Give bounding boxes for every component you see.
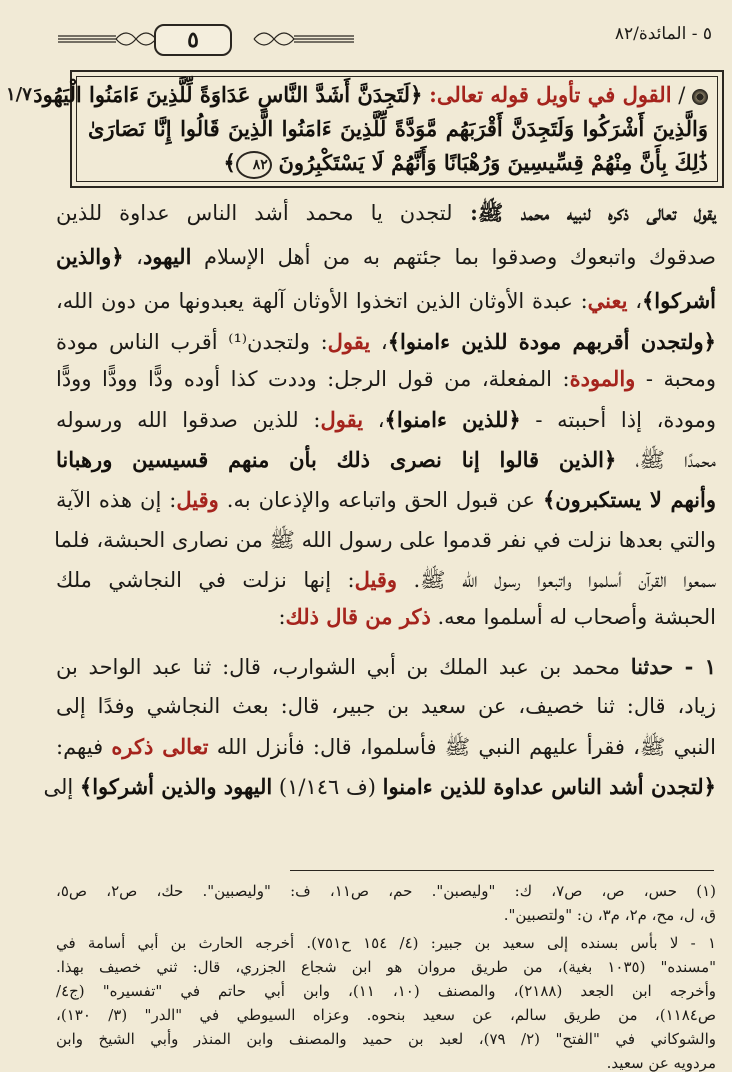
body-text-span: ومودة، إذا أحببته - [520,408,717,432]
quran-quote: اليهود والذين أشركوا﴾ [79,774,273,799]
quran-quote: وأنهم لا يستكبرون﴾ [542,487,716,512]
footnote-divider [290,870,714,871]
quran-quote: ﴿والذين [56,244,124,269]
body-text-span: صدقوك واتبعوك وصدقوا بما جئتهم به من أهل الإسلام [191,245,717,269]
footnote-line: مردويه عن سعيد. [606,1054,716,1072]
body-text-span: سمعوا القرآن أسلموا واتبعوا رسول الله ﷺ. [397,568,716,592]
highlighted-term: وقيل [354,567,398,592]
highlighted-term: وقيل [176,487,219,512]
body-text-span: الحبشة وأصحاب له أسلموا معه. [430,605,716,629]
page-header [56,22,712,58]
footnote-line: "مسنده" (١٠٣٥ بغية)، من طريق مروان هو ابن شجاع الجزري، قال: ثني خصيف بهذا. [56,958,716,976]
verse-text: ﴿لَتَجِدَنَّ أَشَدَّ النَّاسِ عَدَاوَةً لِّلَّذِينَ ءَامَنُوا الْيَهُودَ [33,82,423,107]
body-text-span: : المفعلة، من قول الرجل: وددت كذا أوده ودًّا وودًّا وودًّا [56,367,570,391]
body-text-span: محمد بن عبد الملك بن أبي الشوارب، قال: ثنا عبد الواحد بن [56,655,631,679]
body-text-span: زياد، قال: ثنا خصيف، عن سعيد بن جبير، قال: بعث النجاشي وفدًا إلى [56,694,716,718]
highlighted-term: يقول [320,407,364,432]
highlighted-term: تعالى ذكره [111,734,209,759]
body-line [56,329,716,354]
quran-quote: اليهود [142,244,192,269]
body-text-span: يقول تعالى ذكره لنبيه محمد ﷺ: [452,200,716,225]
highlighted-term: ذكر من قال ذلك [285,604,431,629]
footnote-line: والشوكاني في "الفتح" (٢/ ٧٩)، لعبد بن حميد والمصنف وابن المنذر وأبي الشيخ وابن [56,1030,716,1048]
body-text-span: : [278,605,286,629]
body-line [56,734,716,765]
body-text-span: محمدًا ﷺ، [616,448,716,472]
footnote-line: ١ - لا بأس بسنده إلى سعيد بن جبير: (٤/ ١٥٤ ح٧٥١). أخرجه الحارث بن أبي أسامة في [56,934,717,952]
body-text-span: لتجدن يا محمد أشد الناس عداوة للذين [56,201,453,225]
body-line [56,366,716,391]
body-text-span: ومحبة - [635,367,716,391]
quran-quote: ﴿ولتجدن أقربهم مودة للذين ءامنوا﴾ [387,329,716,354]
quran-quote: ﴿الذين قالوا إنا نصرى ذلك بأن منهم قسيسين ورهبانا [56,447,617,472]
body-text-span: والتي بعدها نزلت في نفر قدموا على رسول الله ﷺ من نصارى الحبشة، فلما [54,528,716,552]
body-text-span: ، [627,289,642,313]
ayah-number-marker: ٨٢ [236,151,272,179]
body-line [56,527,716,558]
highlighted-term: والمودة [569,366,636,391]
quran-quote: ﴿لتجدن أشد الناس عداوة للذين ءامنوا [382,774,716,799]
body-text-span: ١ - حدثنا [630,654,716,679]
body-line [56,407,716,432]
verse-line: / القول في تأويل قوله تعالى: ﴿لَتَجِدَنَّ أَشَدَّ النَّاسِ عَدَاوَةً لِّلَّذِينَ ءَامَنُوا الْيَهُودَ [88,82,708,107]
body-line [43,774,716,799]
body-text-span: ، [123,245,143,269]
body-text-span: : ولتجدن⁽¹⁾ أقرب الناس مودة [56,330,328,354]
footnote-line: ق، ل، مح، م٢، م٣، ن: "ولتصبين". [503,906,716,924]
running-head: ٥ - المائدة/٨٢ [614,24,712,44]
body-text-span: فيهم: [56,735,112,759]
verse-text: ذَٰلِكَ بِأَنَّ مِنْهُمْ قِسِّيسِينَ وَرُهْبَانًا وَأَنَّهُمْ لَا يَسْتَكْبِرُونَ [278,150,708,175]
body-text-span: عن قبول الحق واتباعه والإذعان به. [218,488,543,512]
verse-text: وَالَّذِينَ أَشْرَكُوا وَلَتَجِدَنَّ أَقْرَبَهُم مَّوَدَّةً لِّلَّذِينَ ءَامَنُوا الَّذِينَ قَالُوا إِنَّا نَصَارَىٰ [88,116,708,141]
body-line [56,604,716,629]
body-line [56,244,716,269]
quran-quote: ﴿للذين ءامنوا﴾ [384,407,521,432]
verse-box [33,70,724,188]
body-line [56,487,716,512]
verse-line [88,116,708,141]
body-text-span: إلى [43,775,80,799]
body-line [56,694,716,718]
footnote-line: (١) حس، ص، ص٧، ك: "وليصبن". حم، ص١١، ف: "وليصبين". حك، ص٢، ص٥، [56,882,716,900]
body-line [56,567,716,598]
highlighted-term: يعني [587,288,628,313]
body-line [56,654,716,679]
margin-reference: ١/٧ [6,84,32,105]
quran-quote: أشركوا﴾ [642,288,717,313]
body-text-span: : إن هذه الآية [56,488,177,512]
body-text-span: : إنها نزلت في النجاشي ملك [56,568,355,592]
body-text-span: ، [370,330,388,354]
body-text-span: ، [363,408,385,432]
body-text-span: (ف ١/١٤٦) [272,775,383,799]
body-line [56,447,716,478]
body-text-span: : عبدة الأوثان الذين اتخذوا الأوثان آلهة يعبدونها من دون الله، [56,289,588,313]
page-number: ٥ [154,24,232,56]
verse-intro-label: القول في تأويل قوله تعالى: [429,82,672,107]
body-text-span: : للذين صدقوا الله ورسوله [56,408,321,432]
body-line [56,200,716,231]
body-text-span: النبي ﷺ، فقرأ عليهم النبي ﷺ فأسلموا، قال: فأنزل الله [208,735,716,759]
verse-line: ذَٰلِكَ بِأَنَّ مِنْهُمْ قِسِّيسِينَ وَرُهْبَانًا وَأَنَّهُمْ لَا يَسْتَكْبِرُونَ ٨٢﴾ [88,150,708,179]
body-line [56,288,716,313]
flower-icon [692,89,708,105]
footnote-line: ص١١٨٤)، من طريق سالم، عن سعيد بنحوه. وعزاه السيوطي في "الدر" (٣/ ١٣٠)، [56,1006,716,1024]
footnote-line: وأخرجه ابن الجعد (٢١٨٨)، والمصنف (١٠، ١١)، وابن أبي حاتم في "تفسيره" (ج٤/ [56,982,716,1000]
highlighted-term: يقول [327,329,371,354]
